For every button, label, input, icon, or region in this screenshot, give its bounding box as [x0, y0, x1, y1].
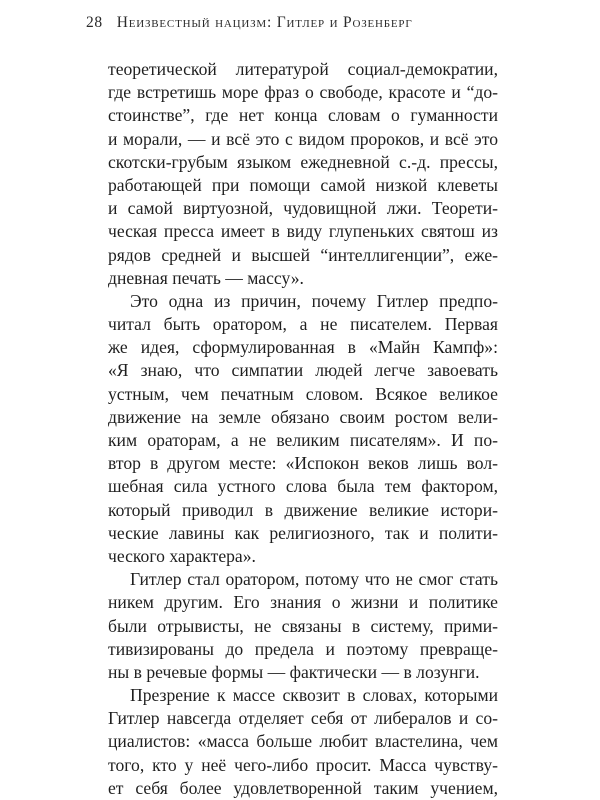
text-line: дневная печать — массу».	[108, 267, 304, 288]
text-line: ет себя более удовлетворенной таким учением,	[108, 777, 498, 798]
text-line: втор в другом месте: «Испокон веков лишь вол-	[108, 453, 498, 474]
text-line: движение на земле обязано своим ростом вели-	[108, 406, 498, 427]
text-line: же идея, сформулированная в «Майн Кампф»:	[108, 337, 498, 358]
text-line: были отрывисты, не связаны в систему, прими-	[108, 615, 498, 636]
text-line: Презрение к массе сквозит в словах, которыми	[130, 685, 498, 706]
text-line: Гитлер стал оратором, потому что не смог стать	[130, 569, 498, 590]
page-number: 28	[86, 14, 103, 31]
text-line: никем другим. Его знания о жизни и политике	[108, 592, 498, 613]
text-line: шебная сила устного слова была тем фактором,	[108, 476, 498, 497]
text-line: Это одна из причин, почему Гитлер предпо-	[130, 290, 498, 311]
text-line: работающей при помощи самой низкой клеветы	[108, 174, 498, 195]
text-line: который приводил в движение великие истори-	[108, 499, 498, 520]
text-line: ны в речевые формы — фактически — в лозунги.	[108, 661, 480, 682]
running-head	[86, 14, 506, 32]
text-line: ким ораторам, а не великим писателям». И по-	[108, 430, 498, 450]
text-line: ческие лавины как религиозного, так и полити-	[108, 522, 498, 543]
text-line: тивизированы до предела и поэтому превраще-	[108, 638, 498, 659]
text-line: ческого характера».	[108, 545, 256, 566]
text-line: Гитлер навсегда отделяет себя от либералов и со-	[108, 708, 498, 729]
text-line: «Я знаю, что симпатии людей легче завоевать	[108, 360, 498, 381]
text-line: теоретической литературой социал-демократии,	[108, 59, 498, 79]
text-line: где встретишь море фраз о свободе, красоте и “до-	[108, 82, 498, 103]
text-line: и самой виртуозной, чудовищной лжи. Теорети-	[108, 198, 498, 219]
body-text	[108, 58, 498, 800]
text-line: устным, чем печатным словом. Всякое великое	[108, 383, 498, 404]
text-line: и морали, — и всё это с видом пророков, и всё это	[108, 128, 498, 149]
text-line: скотски-грубым языком ежедневной с.-д. прессы,	[108, 151, 498, 172]
text-line: читал быть оратором, а не писателем. Первая	[108, 314, 498, 335]
text-line: циалистов: «масса больше любит властелина, чем	[108, 731, 498, 752]
text-line: ческая пресса имеет в виду глупеньких святош из	[108, 221, 498, 242]
text-line: рядов средней и высшей “интеллигенции”, еже-	[108, 244, 498, 265]
running-title: Неизвестный нацизм: Гитлер и Розенберг	[116, 14, 413, 31]
text-line: того, кто у неё чего-либо просит. Масса чувству-	[108, 754, 498, 775]
text-line: стоинстве”, где нет конца словам о гуманности	[108, 105, 498, 126]
